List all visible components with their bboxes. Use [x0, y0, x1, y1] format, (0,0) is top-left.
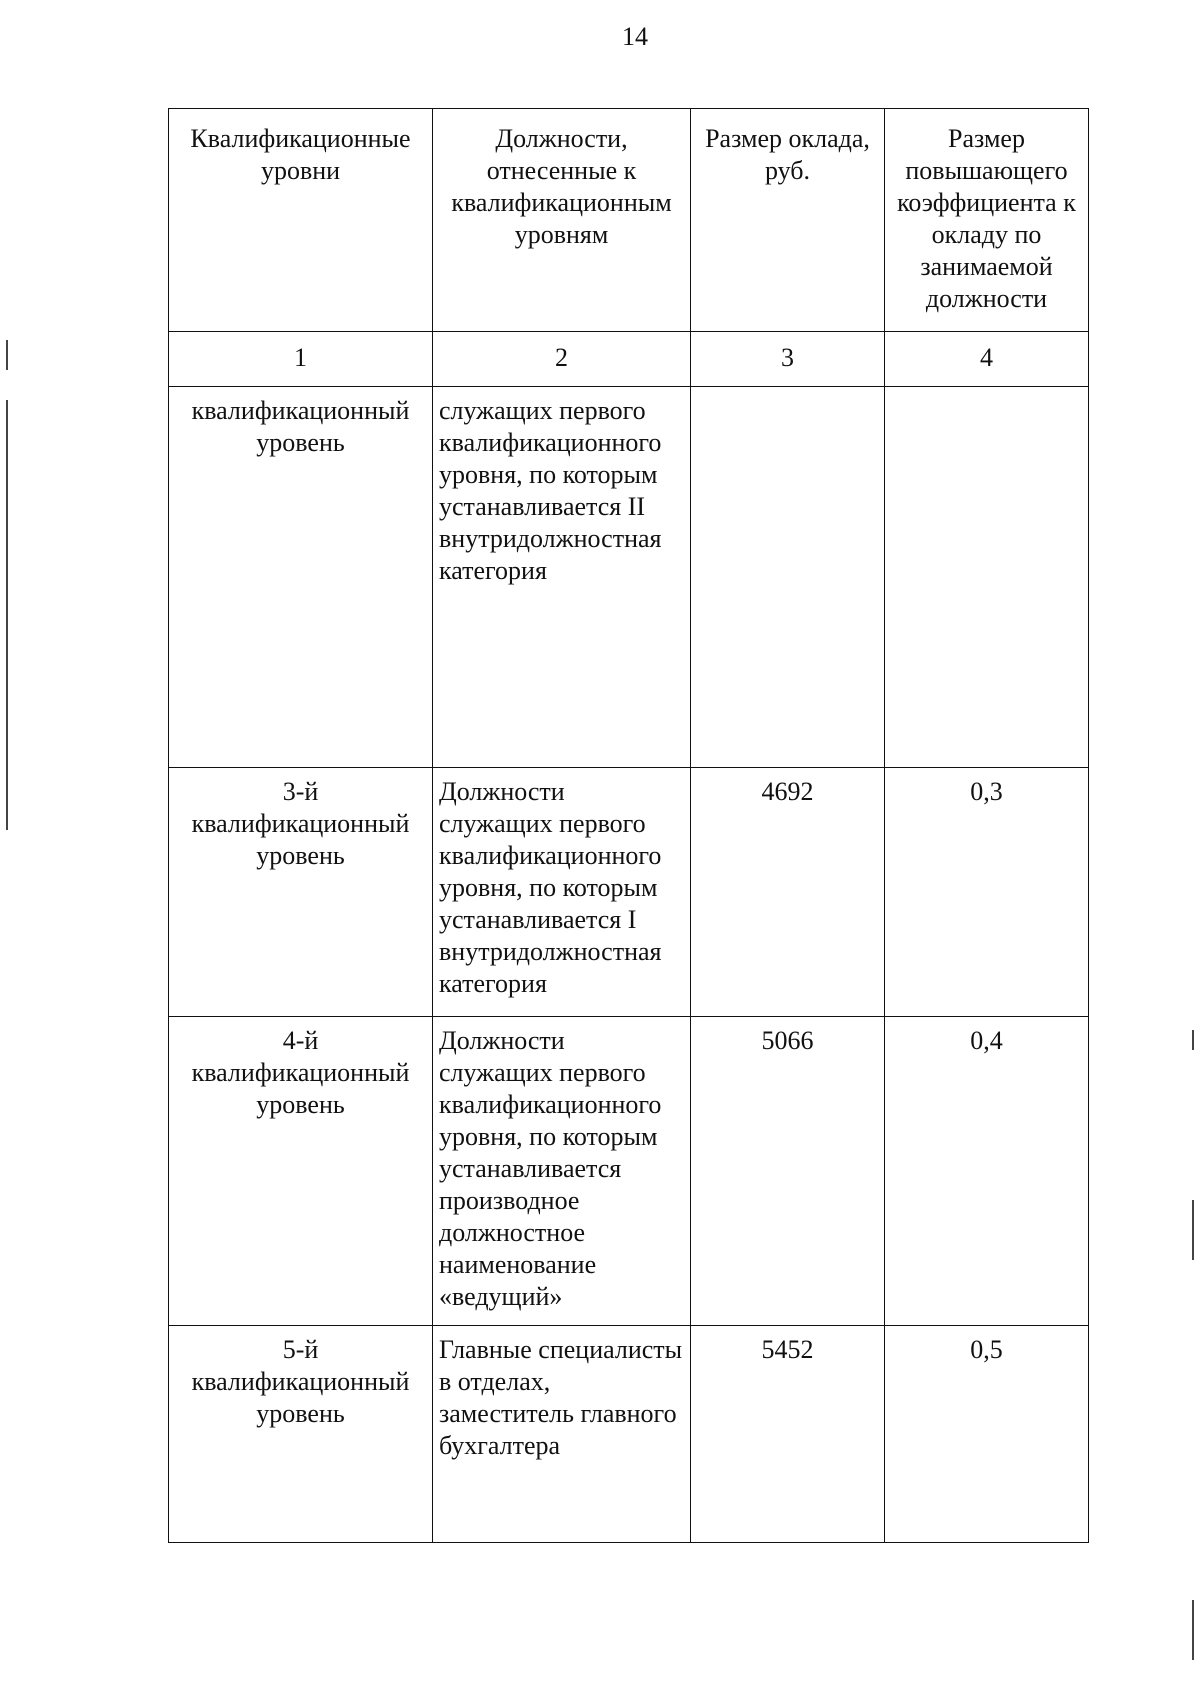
table-header-row: [169, 109, 1089, 332]
column-number: 2: [433, 332, 691, 387]
header-coefficient: Размер повышающего коэффициента к окладу по занимаемой должности: [885, 109, 1089, 332]
coefficient-cell: [885, 387, 1089, 768]
coefficient-cell: 0,3: [885, 768, 1089, 1017]
level-cell: 4-й квалификационный уровень: [169, 1017, 433, 1326]
positions-cell: Должности служащих первого квалификационного уровня, по которым устанавливается производное должностное наименование «ведущий»: [433, 1017, 691, 1326]
page-number: 14: [622, 22, 648, 51]
positions-cell: Главные специалисты в отделах, заместитель главного бухгалтера: [433, 1326, 691, 1543]
positions-cell: Должности служащих первого квалификационного уровня, по которым устанавливается I внутридолжностная категория: [433, 768, 691, 1017]
header-salary: Размер оклада, руб.: [691, 109, 885, 332]
positions-cell: служащих первого квалификационного уровня, по которым устанавливается II внутридолжностная категория: [433, 387, 691, 768]
header-qualification-levels: Квалификационные уровни: [169, 109, 433, 332]
table-row: [169, 768, 1089, 1017]
table-row: [169, 1326, 1089, 1543]
header-positions: Должности, отнесенные к квалификационным уровням: [433, 109, 691, 332]
table-row: [169, 387, 1089, 768]
table-row: [169, 1017, 1089, 1326]
coefficient-cell: 0,5: [885, 1326, 1089, 1543]
salary-cell: 5066: [691, 1017, 885, 1326]
level-cell: квалификационный уровень: [169, 387, 433, 768]
column-number: 4: [885, 332, 1089, 387]
level-cell: 3-й квалификационный уровень: [169, 768, 433, 1017]
salary-cell: 4692: [691, 768, 885, 1017]
salary-cell: 5452: [691, 1326, 885, 1543]
coefficient-cell: 0,4: [885, 1017, 1089, 1326]
scan-edge-mark: [1192, 1200, 1194, 1260]
column-number: 1: [169, 332, 433, 387]
scan-edge-mark: [6, 340, 8, 370]
level-cell: 5-й квалификационный уровень: [169, 1326, 433, 1543]
column-number: 3: [691, 332, 885, 387]
salary-cell: [691, 387, 885, 768]
qualification-salary-table: [168, 108, 1089, 1543]
column-number-row: [169, 332, 1089, 387]
scan-edge-mark: [1192, 1030, 1194, 1050]
scan-edge-mark: [1192, 1600, 1194, 1660]
scan-edge-mark: [6, 400, 8, 830]
